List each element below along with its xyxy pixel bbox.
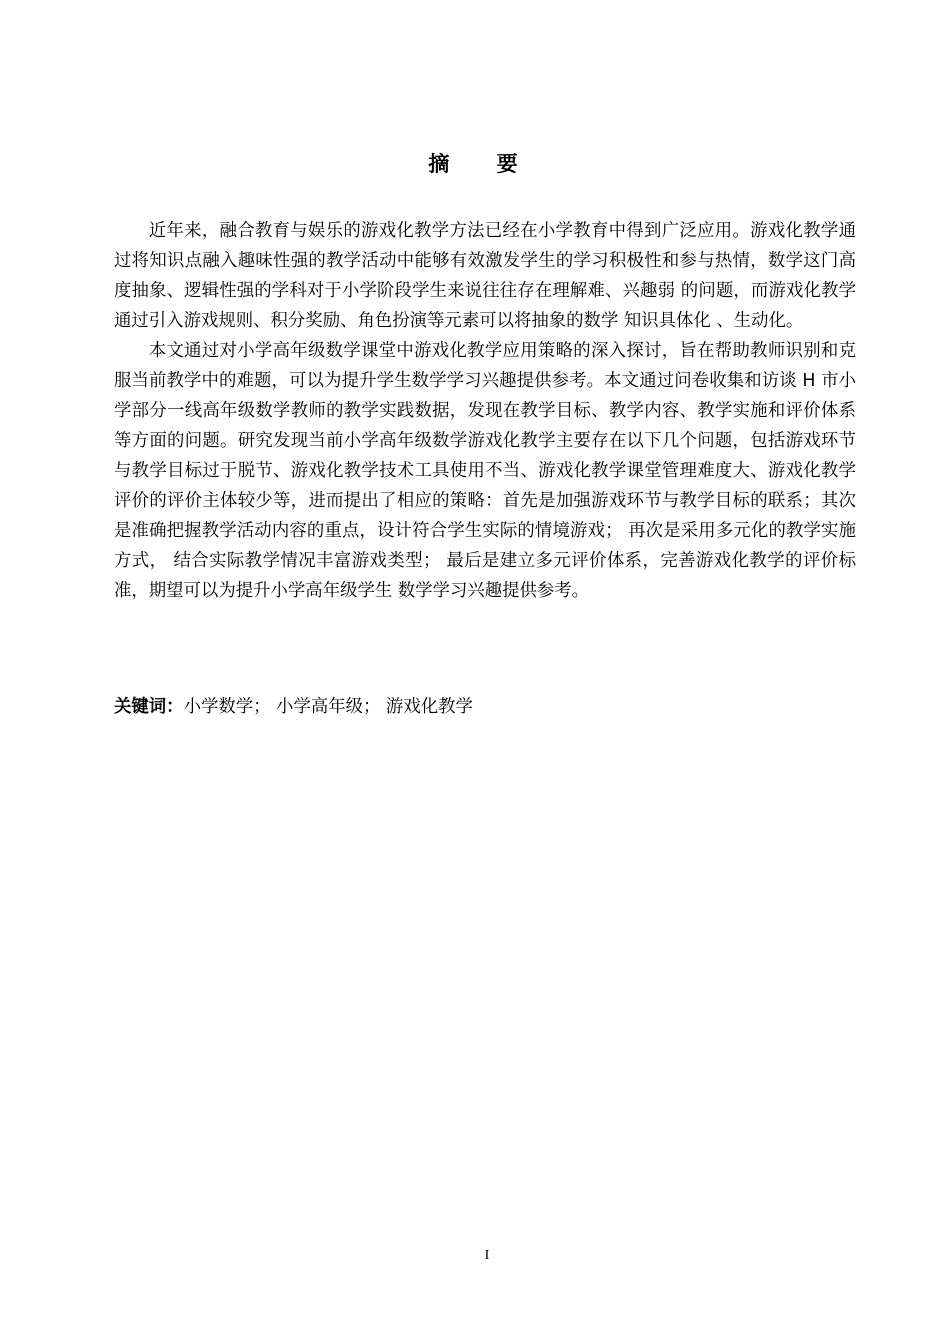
abstract-paragraph-2: 本文通过对小学高年级数学课堂中游戏化教学应用策略的深入探讨，旨在帮助教师识别和克服当前教学中的难题，可以为提升学生数学学习兴趣提供参考。本文通过问卷收集和访谈 H 市小学部分一线高年级数学教师的教学实践数据，发现在教学目标、教学内容、教学实施和评价体系等方面的问题。研究发现当前小学高年级数学游戏化教学主要存在以下几个问题，包括游戏环节与教学目标过于脱节、游戏化教学技术工具使用不当、游戏化教学课堂管理难度大、游戏化教学评价的评价主体较少等，进而提出了相应的策略：首先是加强游戏环节与教学目标的联系；其次是准确把握教学活动内容的重点，设计符合学生实际的情境游戏； 再次是采用多元化的教学实施方式， 结合实际教学情况丰富游戏类型； 最后是建立多元评价体系，完善游戏化教学的评价标准，期望可以为提升小学高年级学生 数学学习兴趣提供参考。 [114,341,856,601]
abstract-paragraph-1: 近年来，融合教育与娱乐的游戏化教学方法已经在小学教育中得到广泛应用。游戏化教学通过将知识点融入趣味性强的教学活动中能够有效激发学生的学习积极性和参与热情，数学这门高度抽象、逻辑性强的学科对于小学阶段学生来说往往存在理解难、兴趣弱 的问题，而游戏化教学通过引入游戏规则、积分奖励、角色扮演等元素可以将抽象的数学 知识具体化 、生动化。 [114,221,856,331]
abstract-body [114,216,856,606]
keywords-list: 小学数学； 小学高年级； 游戏化教学 [183,697,473,717]
abstract-title: 摘 要 [428,152,538,176]
keywords-line [114,692,856,722]
page-number: I [484,1248,490,1263]
keywords-label: 关键词： [114,697,184,717]
